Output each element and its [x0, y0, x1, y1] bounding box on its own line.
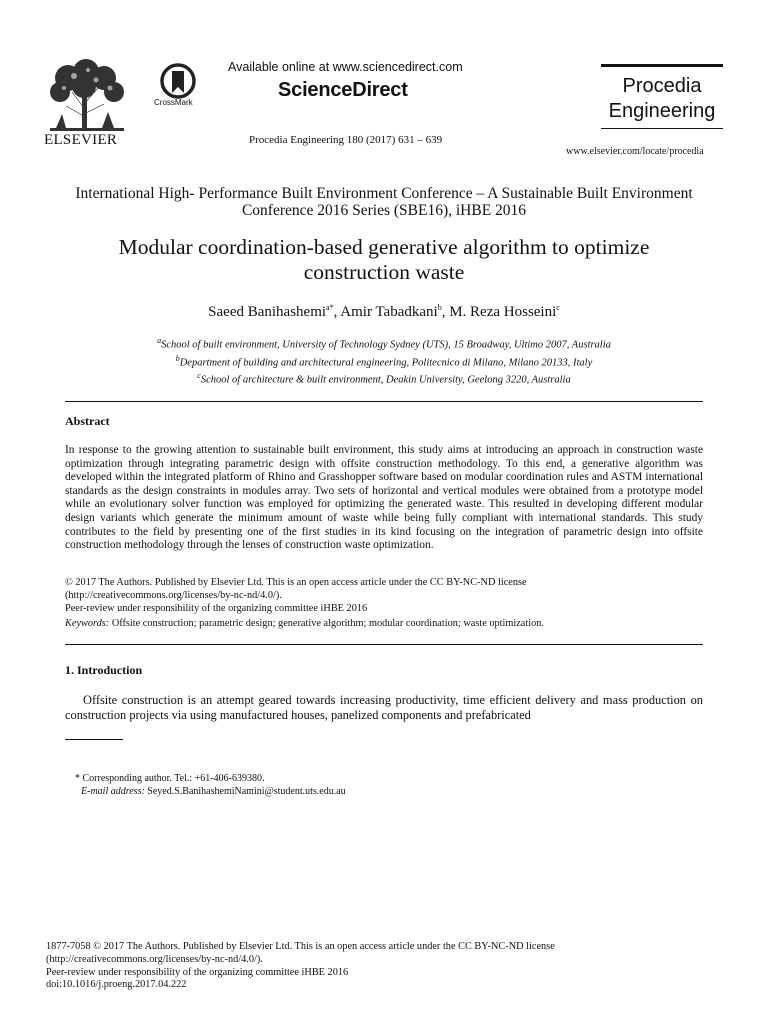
paper-title: Modular coordination-based generative algorithm to optimize construction waste: [118, 235, 650, 284]
abstract-heading: Abstract: [65, 414, 110, 428]
journal-title-line2: Engineering: [608, 100, 716, 122]
journal-title-top-rule: [601, 64, 723, 67]
email-label: E-mail address:: [81, 786, 145, 797]
journal-title-line1: Procedia: [622, 75, 702, 97]
footnote-rule: [65, 739, 123, 740]
conference-name: International High- Performance Built Environment Conference – A Sustainable Built Environment Conference 2016 Series (SBE16), iHBE 2016: [75, 185, 693, 219]
affiliation-item: [64, 369, 704, 387]
keywords-text: Offsite construction; parametric design; generative algorithm; modular coordination; waste optimization.: [111, 618, 544, 629]
doi-link[interactable]: doi:10.1016/j.proeng.2017.04.222: [46, 979, 187, 991]
abstract-license: [65, 576, 703, 615]
author-affiliation-marker: b: [437, 303, 442, 312]
publisher-name: ELSEVIER: [44, 132, 118, 148]
introduction-text: Offsite construction is an attempt geared towards increasing productivity, time efficient delivery and mass production on construction projects via using manufactured houses, panelized components and prefabricated: [65, 693, 703, 722]
journal-title: [601, 74, 723, 124]
affiliation-text: School of architecture & built environment, Deakin University, Geelong 3220, Australia: [200, 374, 571, 386]
affiliation-item: [64, 334, 704, 352]
abstract-bottom-rule: [65, 644, 703, 645]
license-statement: © 2017 The Authors. Published by Elsevier Ltd. This is an open access article under the CC BY-NC-ND license: [65, 577, 527, 588]
abstract-top-rule: [65, 401, 703, 402]
issn-copyright: 1877-7058 © 2017 The Authors. Published by Elsevier Ltd. This is an open access article under the CC BY-NC-ND license: [46, 941, 555, 952]
keywords-label: Keywords:: [65, 618, 110, 629]
journal-title-bottom-rule: [601, 128, 723, 129]
affiliation-marker: c: [197, 371, 201, 380]
email-link[interactable]: Seyed.S.BanihashemiNamini@student.uts.edu.au: [147, 786, 346, 797]
author-name: M. Reza Hosseini: [449, 304, 557, 320]
affiliation-list: [64, 334, 704, 387]
sciencedirect-wordmark[interactable]: ScienceDirect: [278, 79, 408, 101]
affiliation-text: School of built environment, University of Technology Sydney (UTS), 15 Broadway, Ultimo 2007, Australia: [161, 339, 611, 351]
author-affiliation-marker: c: [556, 303, 560, 312]
corresponding-author-phone: * Corresponding author. Tel.: +61-406-639380.: [75, 773, 265, 784]
license-link[interactable]: (http://creativecommons.org/licenses/by-nc-nd/4.0/).: [65, 590, 282, 601]
available-online-text: Available online at www.sciencedirect.com: [228, 60, 463, 74]
crossmark-label: CrossMark: [154, 98, 193, 107]
section-heading-introduction: 1. Introduction: [65, 663, 143, 677]
author-affiliation-marker: a*: [326, 303, 334, 312]
affiliation-text: Department of building and architectural engineering, Politecnico di Milano, Milano 20133, Italy: [179, 357, 593, 368]
affiliation-marker: a: [157, 336, 162, 345]
corresponding-author-footnote: [75, 772, 346, 798]
abstract-text: In response to the growing attention to sustainable built environment, this study aims at introducing an approach in construction waste optimization through integrating parametric design with offsite construction methodology. To this end, a generative algorithm was developed within the integrated platform of Rhino and Grasshopper software based on modular coordination rules and ASTM international standards as the design constraints in modules array. Two sets of horizontal and vertical modules were obtained from a prototype model while an evolutionary solver function was employed for optimizing the generated waste. This resulted in developing different modular design variants which generate the minimum amount of waste while being fully compliant with international standards. This study contributes to the field by presenting one of the first studies in its kind focusing on the integration of parametric design into offsite construction methodology through the lenses of construction waste optimization.: [65, 444, 703, 552]
affiliation-marker: b: [175, 353, 180, 363]
footer-license-link[interactable]: (http://creativecommons.org/licenses/by-nc-nd/4.0/).: [46, 953, 263, 965]
author-list: Saeed Banihashemi$^{a*}$, Amir Tabadkani$^b$, M. Reza Hosseini$^c$: [208, 303, 560, 320]
author-name: Saeed Banihashemi: [208, 304, 327, 320]
peer-review-statement: Peer-review under responsibility of the organizing committee iHBE 2016: [65, 603, 368, 614]
journal-citation: Procedia Engineering 180 (2017) 631 – 639: [249, 134, 443, 146]
footer-peer-review: Peer-review under responsibility of the organizing committee iHBE 2016: [46, 966, 349, 978]
journal-url-link[interactable]: www.elsevier.com/locate/procedia: [566, 146, 704, 157]
keywords: [65, 618, 703, 629]
affiliation-item: [64, 352, 704, 370]
copyright-footer: [46, 941, 706, 992]
author-name: Amir Tabadkani: [340, 304, 438, 320]
